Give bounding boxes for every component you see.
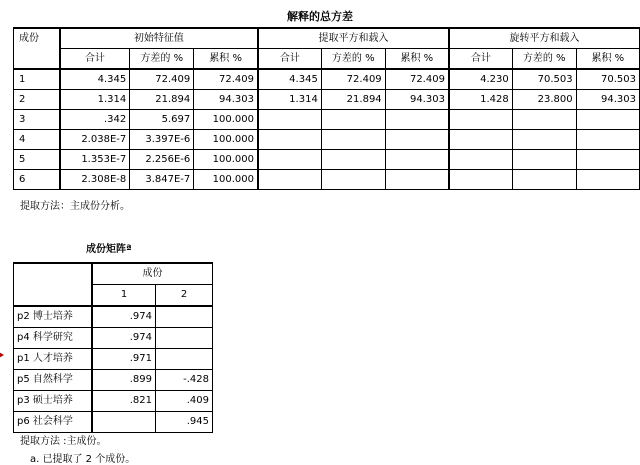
row-header: 成份 bbox=[14, 28, 60, 69]
table-cell bbox=[321, 130, 385, 150]
sub-header: 合计 bbox=[60, 49, 130, 70]
group-header-extraction: 提取平方和载入 bbox=[258, 28, 449, 49]
table-cell bbox=[258, 110, 321, 130]
table-cell bbox=[321, 170, 385, 190]
table-cell bbox=[449, 150, 512, 170]
table-row bbox=[14, 306, 213, 328]
table-cell: 72.409 bbox=[321, 69, 385, 90]
table-cell: 70.503 bbox=[576, 69, 639, 90]
table-row bbox=[14, 69, 640, 90]
table-cell: 21.894 bbox=[321, 90, 385, 110]
table-cell bbox=[449, 110, 512, 130]
table-cell: 3.397E-6 bbox=[130, 130, 194, 150]
sub-header: 累积 % bbox=[194, 49, 258, 70]
variable-label: p6 社会科学 bbox=[14, 412, 93, 433]
table-cell: 1.314 bbox=[258, 90, 321, 110]
table2-note: 提取方法 :主成份。 bbox=[20, 436, 107, 447]
table-cell bbox=[258, 130, 321, 150]
loading-cell: .971 bbox=[92, 349, 156, 370]
sub-header: 累积 % bbox=[576, 49, 639, 70]
table-cell bbox=[385, 170, 449, 190]
loading-cell: .945 bbox=[156, 412, 213, 433]
table-cell bbox=[321, 110, 385, 130]
table-cell: 1.314 bbox=[60, 90, 130, 110]
table2-footnote: a. 已提取了 2 个成份。 bbox=[30, 454, 136, 465]
table-cell: 72.409 bbox=[130, 69, 194, 90]
matrix-group-header: 成份 bbox=[92, 263, 213, 285]
table-cell bbox=[258, 150, 321, 170]
table-cell: 2.308E-8 bbox=[60, 170, 130, 190]
matrix-corner bbox=[14, 263, 93, 306]
table-row bbox=[14, 110, 640, 130]
table-cell bbox=[385, 150, 449, 170]
loading-cell: .821 bbox=[92, 391, 156, 412]
table1-note: 提取方法：主成份分析。 bbox=[20, 201, 130, 212]
component-label: 5 bbox=[14, 150, 60, 170]
table-cell bbox=[449, 170, 512, 190]
table-cell: 100.000 bbox=[194, 170, 258, 190]
variable-label: p4 科学研究 bbox=[14, 328, 93, 349]
loading-cell: .974 bbox=[92, 328, 156, 349]
table-cell: 4.230 bbox=[449, 69, 512, 90]
table-cell: 4.345 bbox=[60, 69, 130, 90]
group-header-rotation: 旋转平方和载入 bbox=[449, 28, 640, 49]
table-cell bbox=[258, 170, 321, 190]
table-cell bbox=[385, 110, 449, 130]
table-cell bbox=[576, 170, 639, 190]
loading-cell bbox=[156, 349, 213, 370]
table-row bbox=[14, 170, 640, 190]
table-cell: 72.409 bbox=[194, 69, 258, 90]
total-variance-table bbox=[13, 27, 640, 190]
table-cell bbox=[576, 110, 639, 130]
table-cell: 100.000 bbox=[194, 150, 258, 170]
table-cell: 72.409 bbox=[385, 69, 449, 90]
table-cell bbox=[512, 110, 576, 130]
loading-cell bbox=[156, 306, 213, 328]
table-row bbox=[14, 328, 213, 349]
table-row bbox=[14, 150, 640, 170]
loading-cell: .899 bbox=[92, 370, 156, 391]
sub-header: 累积 % bbox=[385, 49, 449, 70]
loading-cell bbox=[156, 328, 213, 349]
table2-title: 成份矩阵ª bbox=[86, 244, 132, 255]
variable-label: p3 硕士培养 bbox=[14, 391, 93, 412]
variable-label: p5 自然科学 bbox=[14, 370, 93, 391]
table-cell: 21.894 bbox=[130, 90, 194, 110]
component-label: 6 bbox=[14, 170, 60, 190]
table-row bbox=[14, 90, 640, 110]
table-cell bbox=[449, 130, 512, 150]
table-cell bbox=[321, 150, 385, 170]
table-cell: 94.303 bbox=[576, 90, 639, 110]
loading-cell: .409 bbox=[156, 391, 213, 412]
variable-label: p1 人才培养 bbox=[14, 349, 93, 370]
table1-title: 解释的总方差 bbox=[287, 10, 353, 23]
table-cell: 3.847E-7 bbox=[130, 170, 194, 190]
component-label: 1 bbox=[14, 69, 60, 90]
table-cell: 94.303 bbox=[194, 90, 258, 110]
table-cell: 4.345 bbox=[258, 69, 321, 90]
table-row bbox=[14, 391, 213, 412]
table-cell: 5.697 bbox=[130, 110, 194, 130]
sub-header: 方差的 % bbox=[321, 49, 385, 70]
variable-label: p2 博士培养 bbox=[14, 306, 93, 328]
component-label: 3 bbox=[14, 110, 60, 130]
sub-header: 方差的 % bbox=[130, 49, 194, 70]
sub-header: 合计 bbox=[258, 49, 321, 70]
table-cell: 1.428 bbox=[449, 90, 512, 110]
table-cell bbox=[512, 170, 576, 190]
table-cell bbox=[512, 150, 576, 170]
group-header-initial: 初始特征值 bbox=[60, 28, 258, 49]
table-cell: 94.303 bbox=[385, 90, 449, 110]
table-cell bbox=[576, 150, 639, 170]
matrix-col-2: 2 bbox=[156, 285, 213, 307]
component-matrix-table bbox=[13, 262, 213, 433]
table-cell: 2.038E-7 bbox=[60, 130, 130, 150]
component-label: 2 bbox=[14, 90, 60, 110]
loading-cell bbox=[92, 412, 156, 433]
table-cell: 70.503 bbox=[512, 69, 576, 90]
component-label: 4 bbox=[14, 130, 60, 150]
table-cell: 100.000 bbox=[194, 110, 258, 130]
table-cell: 2.256E-6 bbox=[130, 150, 194, 170]
sub-header: 合计 bbox=[449, 49, 512, 70]
loading-cell: .974 bbox=[92, 306, 156, 328]
row-pointer-icon bbox=[0, 349, 4, 361]
table-cell bbox=[512, 130, 576, 150]
table-row bbox=[14, 412, 213, 433]
table-cell: 1.353E-7 bbox=[60, 150, 130, 170]
table-row bbox=[14, 370, 213, 391]
table-cell bbox=[385, 130, 449, 150]
loading-cell: -.428 bbox=[156, 370, 213, 391]
matrix-col-1: 1 bbox=[92, 285, 156, 307]
table-row bbox=[14, 349, 213, 370]
table-cell bbox=[576, 130, 639, 150]
table-cell: .342 bbox=[60, 110, 130, 130]
sub-header: 方差的 % bbox=[512, 49, 576, 70]
table-cell: 100.000 bbox=[194, 130, 258, 150]
table-cell: 23.800 bbox=[512, 90, 576, 110]
table-row bbox=[14, 130, 640, 150]
